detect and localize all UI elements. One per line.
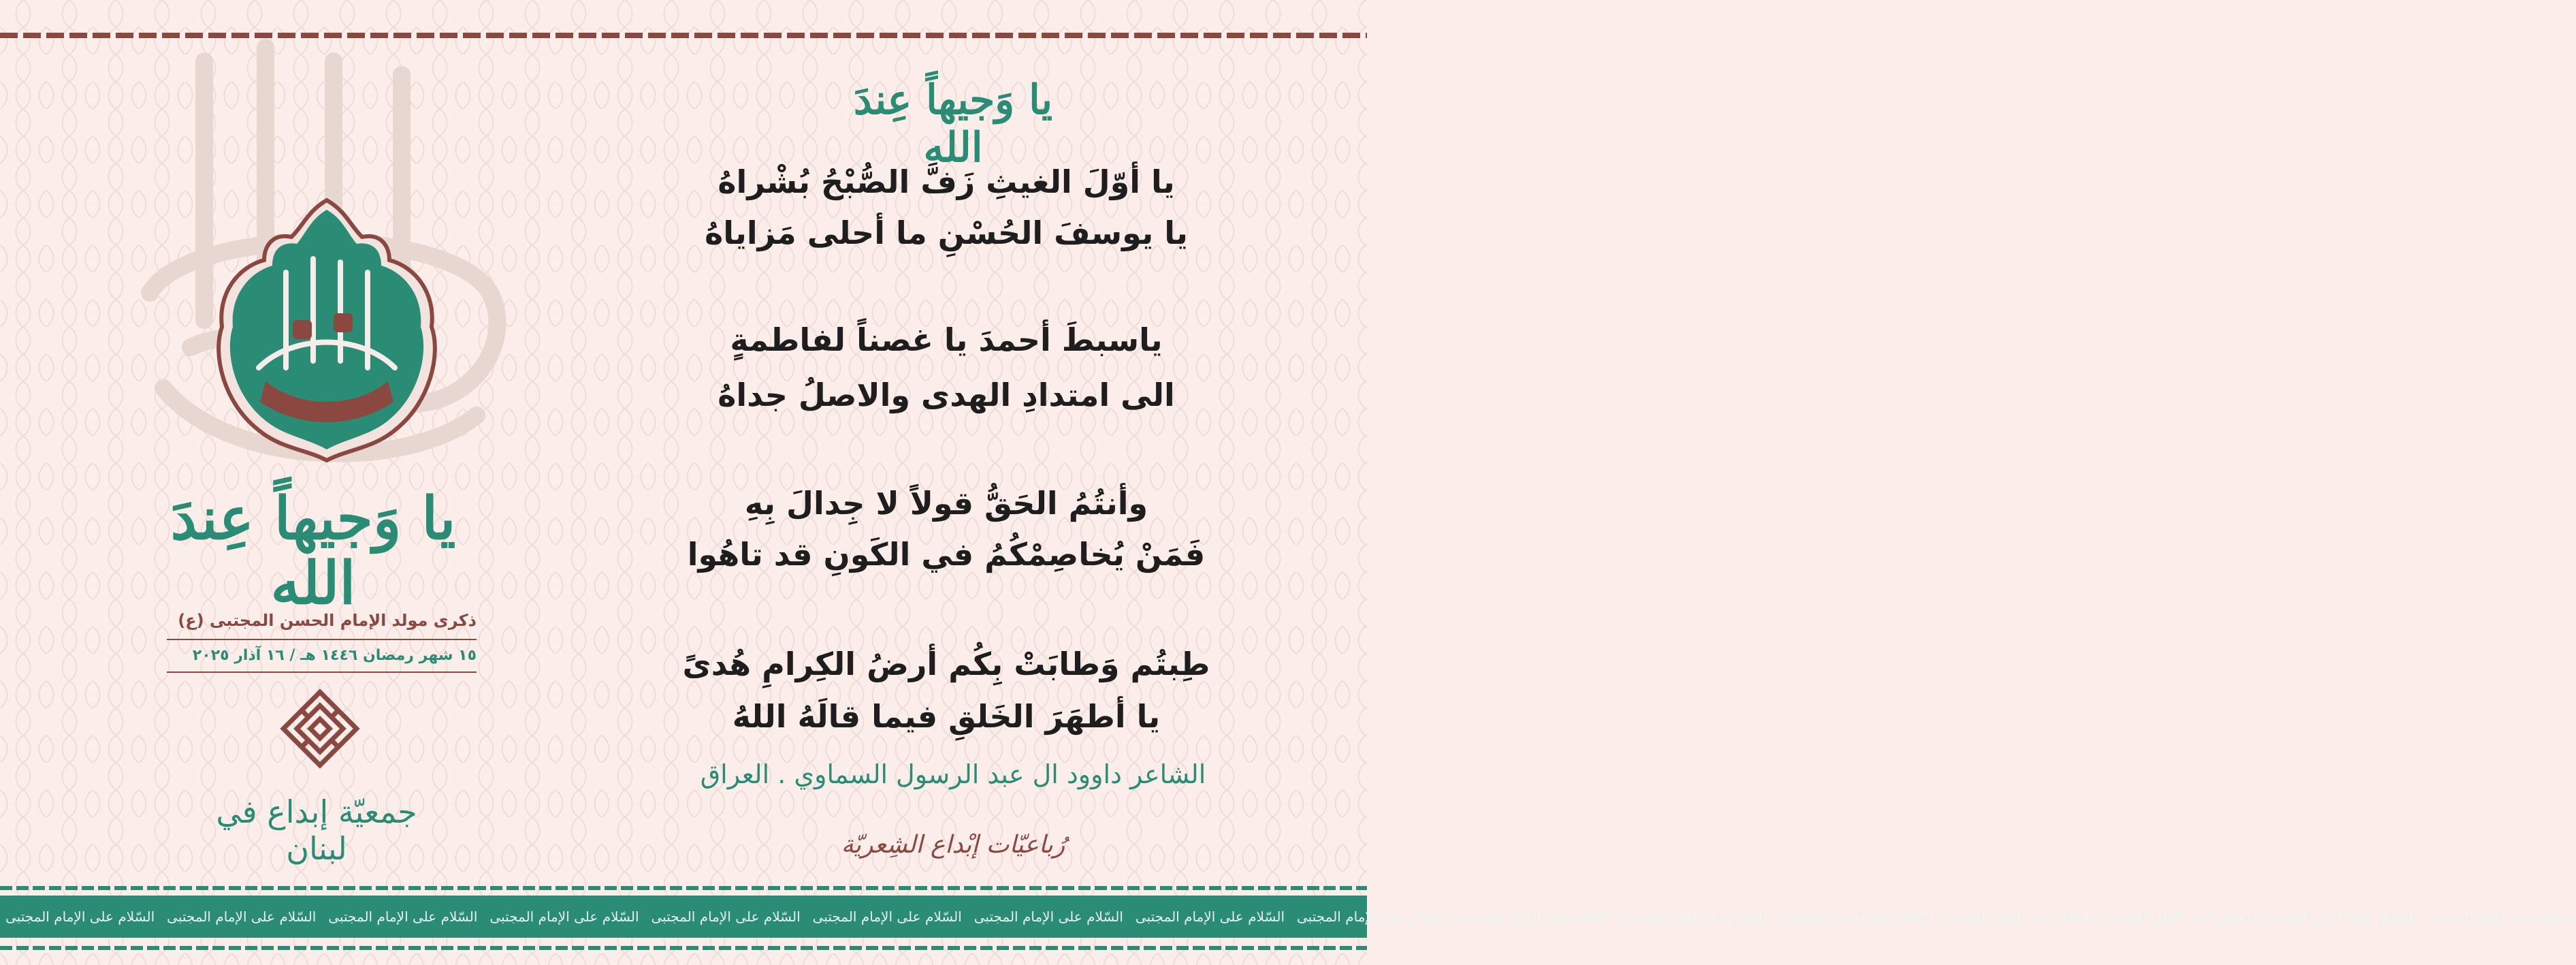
- band-repeated-text: السّلام على الإمام المجتبى: [1620, 908, 1769, 925]
- verse-line: الى امتدادِ الهدى والاصلُ جداهُ: [718, 377, 1175, 413]
- divider-line: [167, 671, 477, 673]
- band-repeated-text: السّلام على الإمام المجتبى: [328, 908, 478, 925]
- emblem-calligraphy-icon: [211, 197, 442, 463]
- bottom-decorative-band: [0, 882, 2576, 965]
- divider-line: [167, 639, 477, 640]
- right-calligraphy-title: يا وَجيهاً عِندَ الله: [853, 76, 1053, 172]
- verse-line: وأنتُمُ الحَقُّ قولاً لا جِدالَ بِهِ: [744, 485, 1148, 522]
- band-top-stripe: [0, 885, 1367, 891]
- band-repeated-text: السّلام على الإمام المجتبى: [2265, 908, 2415, 925]
- band-repeated-text: السّلام على الإمام المجتبى: [1135, 908, 1285, 925]
- band-repeated-text: السّلام على الإمام المجتبى: [167, 908, 317, 925]
- band-text-strip: [0, 896, 2576, 938]
- association-logo-text: جمعيّة إبداع في لبنان: [216, 793, 417, 867]
- left-calligraphy-title: يا وَجيهاً عِندَ الله: [170, 484, 456, 618]
- verse-line: يا يوسفَ الحُسْنِ ما أحلى مَزاياهُ: [705, 215, 1188, 251]
- band-repeated-text: السّلام على الإمام المجتبى: [2104, 908, 2253, 925]
- band-repeated-text: السّلام على الإمام المجتبى: [489, 908, 639, 925]
- square-kufic-icon: [279, 688, 361, 770]
- collection-title: رُباعيّات إبْداع الشِعريّة: [841, 831, 1065, 859]
- verse-line: طِبتُم وَطابَتْ بِكُم أرضُ الكِرامِ هُدىً: [682, 646, 1210, 682]
- band-repeated-text: السّلام على الإمام المجتبى: [1297, 908, 1447, 925]
- poet-attribution: الشاعر داوود ال عبد الرسول السماوي . العراق: [700, 759, 1206, 789]
- band-repeated-text: السّلام على الإمام المجتبى: [651, 908, 801, 925]
- band-repeated-text: السّلام على الإمام المجتبى: [5, 908, 155, 925]
- verse-line: يا أطهَرَ الخَلقِ فيما قالَهُ اللهُ: [732, 698, 1161, 735]
- verse-line: يا أوّلَ الغيثِ زَفَّ الصُّبْحُ بُشْراهُ: [718, 163, 1175, 200]
- occasion-text: ذكرى مولد الإمام الحسن المجتبى (ع): [178, 611, 477, 630]
- band-bottom-stripe: [0, 945, 1367, 951]
- verse-line: فَمَنْ يُخاصِمْكُمُ في الكَونِ قد تاهُوا: [687, 536, 1206, 573]
- band-repeated-text: السّلام على الإمام المجتبى: [1942, 908, 2092, 925]
- verse-line: ياسبطَ أحمدَ يا غصناً لفاطمةٍ: [730, 321, 1163, 358]
- band-repeated-text: السّلام على الإمام المجتبى: [973, 908, 1123, 925]
- date-text: ١٥ شهر رمضان ١٤٤٦ هـ / ١٦ آذار ٢٠٢٥: [192, 647, 477, 664]
- band-repeated-text: السّلام على الإمام المجتبى: [1458, 908, 1608, 925]
- band-repeated-text: السّلام على الإمام المجتبى: [2426, 908, 2576, 925]
- band-repeated-text: السّلام على الإمام المجتبى: [812, 908, 962, 925]
- band-repeated-text: السّلام على الإمام المجتبى: [1781, 908, 1931, 925]
